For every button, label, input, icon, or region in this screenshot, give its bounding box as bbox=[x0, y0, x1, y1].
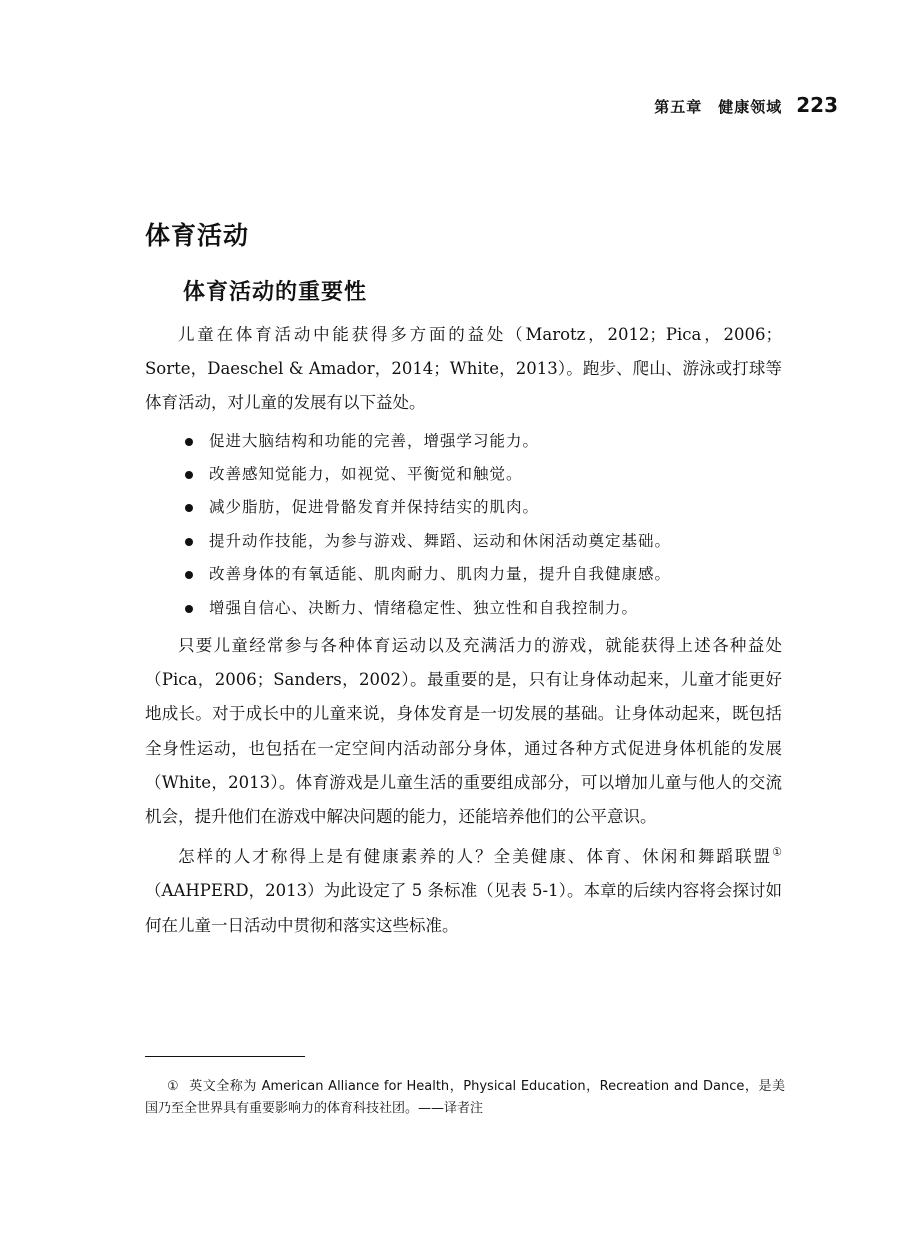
bullet-icon bbox=[185, 504, 193, 512]
page-number: 223 bbox=[796, 93, 838, 117]
footnote-marker: ① bbox=[167, 1079, 180, 1094]
list-item bbox=[185, 425, 782, 458]
chapter-title: 第五章 健康领域 bbox=[654, 98, 783, 116]
list-item bbox=[185, 491, 782, 524]
list-item bbox=[185, 558, 782, 591]
paragraph-standards bbox=[145, 840, 782, 943]
list-item-text: 提升动作技能，为参与游戏、舞蹈、运动和休闲活动奠定基础。 bbox=[209, 531, 672, 550]
paragraph-benefits: 只要儿童经常参与各种体育运动以及充满活力的游戏，就能获得上述各种益处（Pica，2006；Sanders，2002）。最重要的是，只有让身体动起来，儿童才能更好地成长。对于成长中的儿童来说，身体发育是一切发展的基础。让身体动起来，既包括全身性运动，也包括在一定空间内活动部分身体，通过各种方式促进身体机能的发展（White，2013）。体育游戏是儿童生活的重要组成部分，可以增加儿童与他人的交流机会，提升他们在游戏中解决问题的能力，还能培养他们的公平意识。 bbox=[145, 636, 782, 827]
bullet-icon bbox=[185, 471, 193, 479]
footnote-text: 英文全称为 American Alliance for Health，Physical Education，Recreation and Dance，是美国乃至全世界具有重要影响力的体育科技社团。——译者注 bbox=[145, 1079, 785, 1116]
list-item bbox=[185, 458, 782, 491]
bullet-icon bbox=[185, 605, 193, 613]
paragraph-standards-text-a: 怎样的人才称得上是有健康素养的人？全美健康、体育、休闲和舞蹈联盟 bbox=[178, 847, 773, 867]
section-heading: 体育活动 bbox=[145, 221, 250, 250]
list-item bbox=[185, 592, 782, 625]
list-item-text: 增强自信心、决断力、情绪稳定性、独立性和自我控制力。 bbox=[209, 598, 639, 617]
footnote-divider bbox=[145, 1056, 305, 1057]
list-item-text: 减少脂肪，促进骨骼发育并保持结实的肌肉。 bbox=[209, 498, 540, 517]
paragraph-standards-text-b: （AAHPERD，2013）为此设定了 5 条标准（见表 5-1）。本章的后续内容将会探讨如何在儿童一日活动中贯彻和落实这些标准。 bbox=[145, 881, 782, 935]
list-item-text: 改善身体的有氧适能、肌肉耐力、肌肉力量，提升自我健康感。 bbox=[209, 565, 672, 584]
running-header bbox=[654, 93, 838, 117]
body-text bbox=[145, 318, 782, 943]
benefits-list bbox=[145, 425, 782, 625]
footnote bbox=[145, 1076, 785, 1120]
intro-paragraph: 儿童在体育活动中能获得多方面的益处（Marotz，2012；Pica，2006；Sorte，Daeschel & Amador，2014；White，2013）。跑步、爬山、游泳或打球等体育活动，对儿童的发展有以下益处。 bbox=[145, 325, 782, 413]
bullet-icon bbox=[185, 538, 193, 546]
list-item-text: 促进大脑结构和功能的完善，增强学习能力。 bbox=[209, 431, 540, 450]
bullet-icon bbox=[185, 438, 193, 446]
subsection-heading: 体育活动的重要性 bbox=[183, 280, 368, 305]
bullet-icon bbox=[185, 571, 193, 579]
list-item-text: 改善感知觉能力，如视觉、平衡觉和触觉。 bbox=[209, 465, 523, 484]
footnote-reference[interactable]: ① bbox=[772, 845, 782, 859]
list-item bbox=[185, 525, 782, 558]
